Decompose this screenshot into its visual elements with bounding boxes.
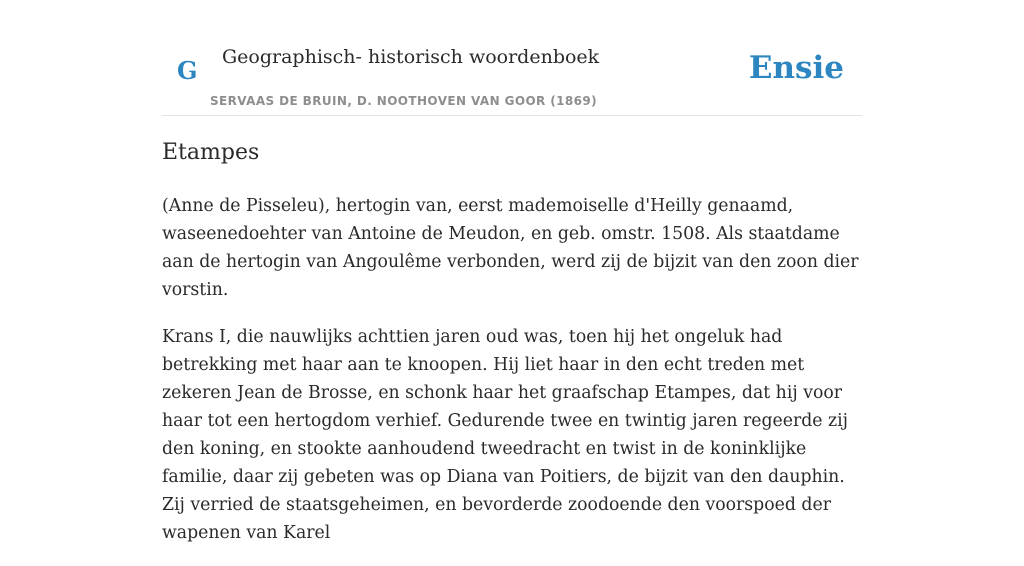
- page-header: [162, 0, 862, 116]
- book-logo-icon[interactable]: G: [177, 56, 198, 85]
- book-author: SERVAAS DE BRUIN, D. NOOTHOVEN VAN GOOR (1869): [210, 94, 598, 108]
- brand-logo[interactable]: Ensie: [748, 50, 844, 86]
- book-title-link[interactable]: Geographisch- historisch woordenboek: [222, 46, 600, 68]
- entry-paragraph: (Anne de Pisseleu), hertogin van, eerst mademoiselle d'Heilly genaamd, waseenedoehter van Antoine de Meudon, en geb. omstr. 1508. Als staatdame aan de hertogin van Angoulême verbonden, werd zij de bijzit van den zoon dier vorstin.: [162, 196, 859, 300]
- entry-title: Etampes: [162, 140, 260, 165]
- entry-content: [162, 192, 862, 566]
- entry-paragraph: Krans I, die nauwlijks achttien jaren oud was, toen hij het ongeluk had betrekking met haar aan te knoopen. Hij liet haar in den echt treden met zekeren Jean de Brosse, en schonk haar het graafschap Etampes, dat hij voor haar tot een hertogdom verhief. Gedurende twee en twintig jaren regeerde zij den koning, en stookte aanhoudend tweedracht en twist in de koninklijke familie, daar zij gebeten was op Diana van Poitiers, de bijzit van den dauphin. Zij verried de staatsgeheimen, en bevorderde zoodoende den voorspoed der wapenen van Karel: [162, 327, 849, 543]
